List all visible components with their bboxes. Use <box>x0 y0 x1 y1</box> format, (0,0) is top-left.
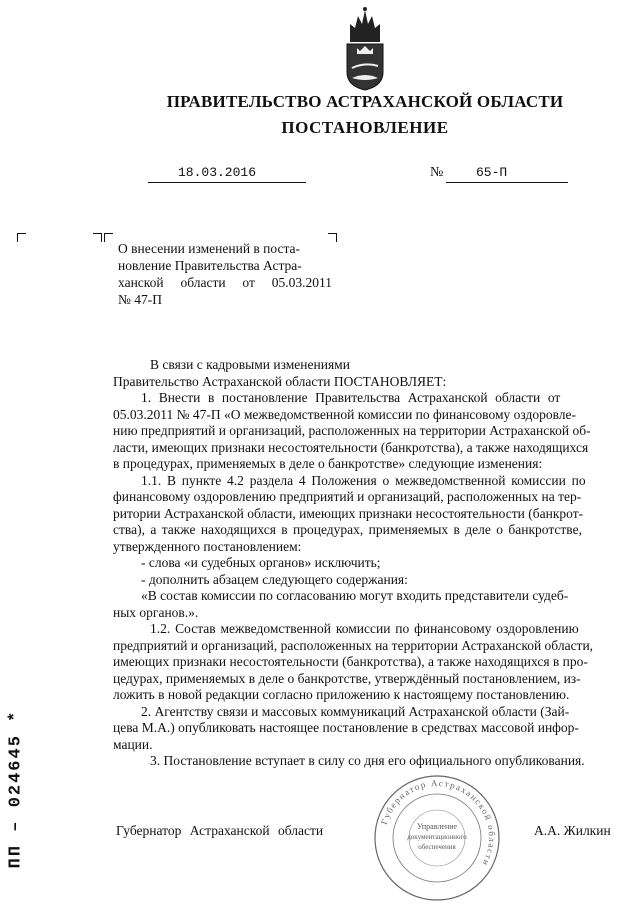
signatory-name: А.А. Жилкин <box>534 823 611 838</box>
document-body <box>113 357 623 770</box>
document-date: 18.03.2016 <box>178 165 257 180</box>
body-line: ства), а также находящихся в процедурах, применяемых в деле о банкротстве, <box>113 522 582 537</box>
seal-center-line: документационного <box>407 833 467 841</box>
body-line: цедурах, применяемых в деле о банкротстве, утверждённый постановлением, из- <box>113 670 581 686</box>
bracket-corner-top-left <box>17 233 26 242</box>
body-line: ных органов.». <box>113 604 199 620</box>
body-line: 3. Постановление вступает в силу со дня его официального опубликования. <box>150 753 585 768</box>
body-line: 1.1. В пункте 4.2 раздела 4 Положения о межведомственной комиссии по <box>141 472 586 488</box>
subject-line: ханской области от 05.03.2011 <box>118 275 332 290</box>
body-line: Правительство Астраханской области ПОСТАНОВЛЯЕТ: <box>113 373 447 389</box>
document-type-title: ПОСТАНОВЛЕНИЕ <box>281 118 449 137</box>
seal-ring-text: Губернатор Астраханской области <box>378 777 498 869</box>
body-line: 2. Агентству связи и массовых коммуникаций Астраханской области (Зай- <box>141 703 570 719</box>
body-line: ритории Астраханской области, имеющих признаки несостоятельности (банкрот- <box>113 505 584 521</box>
body-line: цева М.А.) опубликовать настоящее постановление в средствах массовой инфор- <box>113 720 579 735</box>
organization-title: ПРАВИТЕЛЬСТВО АСТРАХАНСКОЙ ОБЛАСТИ <box>166 92 564 111</box>
subject-line: О внесении изменений в поста- <box>118 241 301 256</box>
body-line: нию предприятий и организаций, расположенных на территории Астраханской об- <box>113 423 591 438</box>
subject-line: новление Правительства Астра- <box>118 258 302 273</box>
body-line: ложить в новой редакции согласно приложению к настоящему постановлению. <box>113 687 570 702</box>
body-line: 05.03.2011 № 47-П «О межведомственной комиссии по финансовому оздоровле- <box>113 406 576 422</box>
bracket-corner-top-right-a <box>93 233 102 242</box>
body-line: В связи с кадровыми изменениями <box>150 357 350 372</box>
serial-number-text: ПП – 024645 * <box>6 709 26 869</box>
body-line: предприятий и организаций, расположенных на территории Астраханской области, <box>113 637 594 653</box>
subject-line: № 47-П <box>118 292 163 307</box>
body-line: имеющих признаки несостоятельности (банкротства), а также находящихся в про- <box>113 654 588 669</box>
body-line: ласти, имеющих признаки несостоятельности (банкротства), а также находящихся <box>113 439 589 455</box>
seal-center-line: Управление <box>416 822 458 831</box>
signatory-title: Губернатор Астраханской области <box>116 823 324 838</box>
body-line: утвержденного постановлением: <box>113 538 302 554</box>
body-line: - дополнить абзацем следующего содержания: <box>141 571 408 587</box>
body-line: - слова «и судебных органов» исключить; <box>141 555 381 570</box>
body-line: 1. Внести в постановление Правительства Астраханской области от <box>141 390 561 405</box>
coat-of-arms-emblem <box>342 6 388 92</box>
document-number: 65-П <box>476 165 508 180</box>
seal-center-line: обеспечения <box>418 843 456 851</box>
body-line: 1.2. Состав межведомственной комиссии по финансовому оздоровлению <box>150 621 579 636</box>
document-subject <box>118 240 332 308</box>
number-sign: № <box>430 165 444 180</box>
body-line: в процедурах, применяемых в деле о банкротстве» следующие изменения: <box>113 456 543 471</box>
bracket-corner-top-left-b <box>104 233 113 242</box>
body-line: мации. <box>113 736 153 752</box>
serial-number-vertical <box>0 694 32 884</box>
body-line: финансовому оздоровлению предприятий и организаций, расположенных на тер- <box>113 489 582 504</box>
body-line: «В состав комиссии по согласованию могут входить представители судеб- <box>141 588 569 603</box>
official-seal-stamp <box>372 773 502 903</box>
